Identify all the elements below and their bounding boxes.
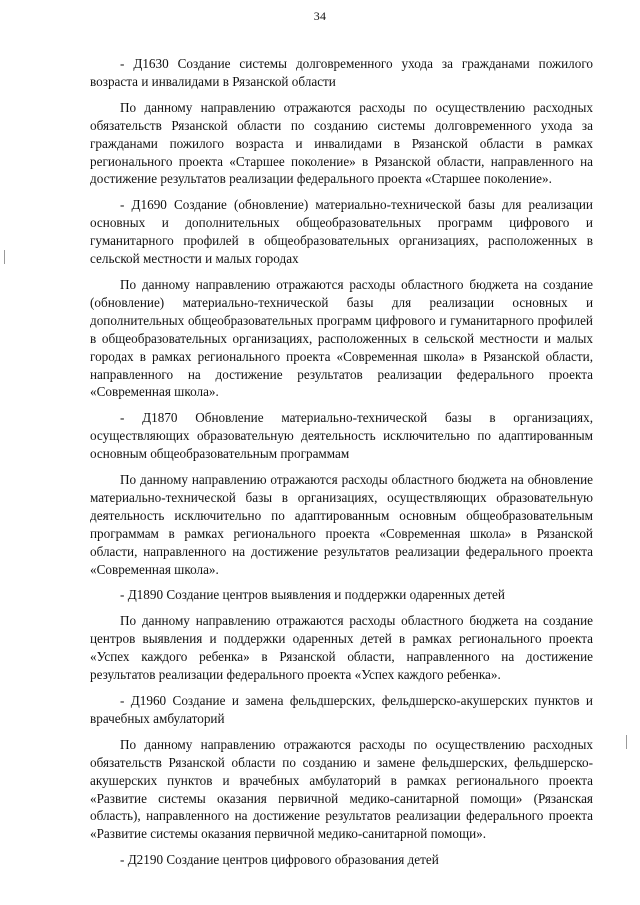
paragraph-d1890-description: По данному направлению отражаются расходы областного бюджета на создание центров выявления и поддержки одаренных детей в рамках регионального проекта «Успех каждого ребенка» в Рязанской области, направленного на достижение результатов реализации федерального проекта «Успех каждого ребенка». xyxy=(90,613,593,683)
paragraph-d1690-description: По данному направлению отражаются расходы областного бюджета на создание (обновление) материально-технической базы для реализации основных и дополнительных общеобразовательных программ цифрового и гуманитарного профилей в общеобразовательных организациях, расположенных в сельской местности и малых городах в рамках регионального проекта «Современная школа» в Рязанской области, направленного на достижение результатов реализации федерального проекта «Современная школа». xyxy=(90,276,593,400)
paragraph-d1630-description: По данному направлению отражаются расходы по осуществлению расходных обязательств Рязанской области по созданию системы долговременного ухода за гражданами пожилого возраста и инвалидами в Рязанской области в рамках регионального проекта «Старшее поколение» в Рязанской области, направленного на достижение результатов реализации федерального проекта «Старшее поколение». xyxy=(90,99,593,187)
budget-item-d1690: - Д1690 Создание (обновление) материально-технической базы для реализации основных и дополнительных общеобразовательных программ цифрового и гуманитарного профилей в общеобразовательных организациях, расположенных в сельской местности и малых городах xyxy=(90,197,593,267)
budget-item-d1870: - Д1870 Обновление материально-технической базы в организациях, осуществляющих образовательную деятельность исключительно по адаптированным основным общеобразовательным программам xyxy=(90,410,593,462)
margin-mark-right xyxy=(626,735,627,749)
margin-mark-left xyxy=(4,250,5,264)
paragraph-d1870-description: По данному направлению отражаются расходы областного бюджета на обновление материально-технической базы в организациях, осуществляющих образовательную деятельность исключительно по адаптированным основным общеобразовательным программам в рамках регионального проекта «Современная школа» в Рязанской области, направленного на достижение результатов реализации федерального проекта «Современная школа». xyxy=(90,472,593,577)
document-body xyxy=(90,55,593,877)
budget-item-d1630: - Д1630 Создание системы долговременного ухода за гражданами пожилого возраста и инвалидами в Рязанской области xyxy=(90,56,593,89)
paragraph-d1960-description: По данному направлению отражаются расходы по осуществлению расходных обязательств Рязанской области по созданию и замене фельдшерских, фельдшерско-акушерских пунктов и врачебных амбулаторий в рамках регионального проекта «Развитие системы оказания первичной медико-санитарной помощи» (Рязанская область), направленного на достижение результатов реализации федерального проекта «Развитие системы оказания первичной медико-санитарной помощи». xyxy=(90,736,593,842)
budget-item-d1890: - Д1890 Создание центров выявления и поддержки одаренных детей xyxy=(120,587,505,603)
budget-item-d2190: - Д2190 Создание центров цифрового образования детей xyxy=(120,852,439,868)
page-number: 34 xyxy=(313,9,327,23)
budget-item-d1960: - Д1960 Создание и замена фельдшерских, фельдшерско-акушерских пунктов и врачебных амбулаторий xyxy=(90,693,593,726)
